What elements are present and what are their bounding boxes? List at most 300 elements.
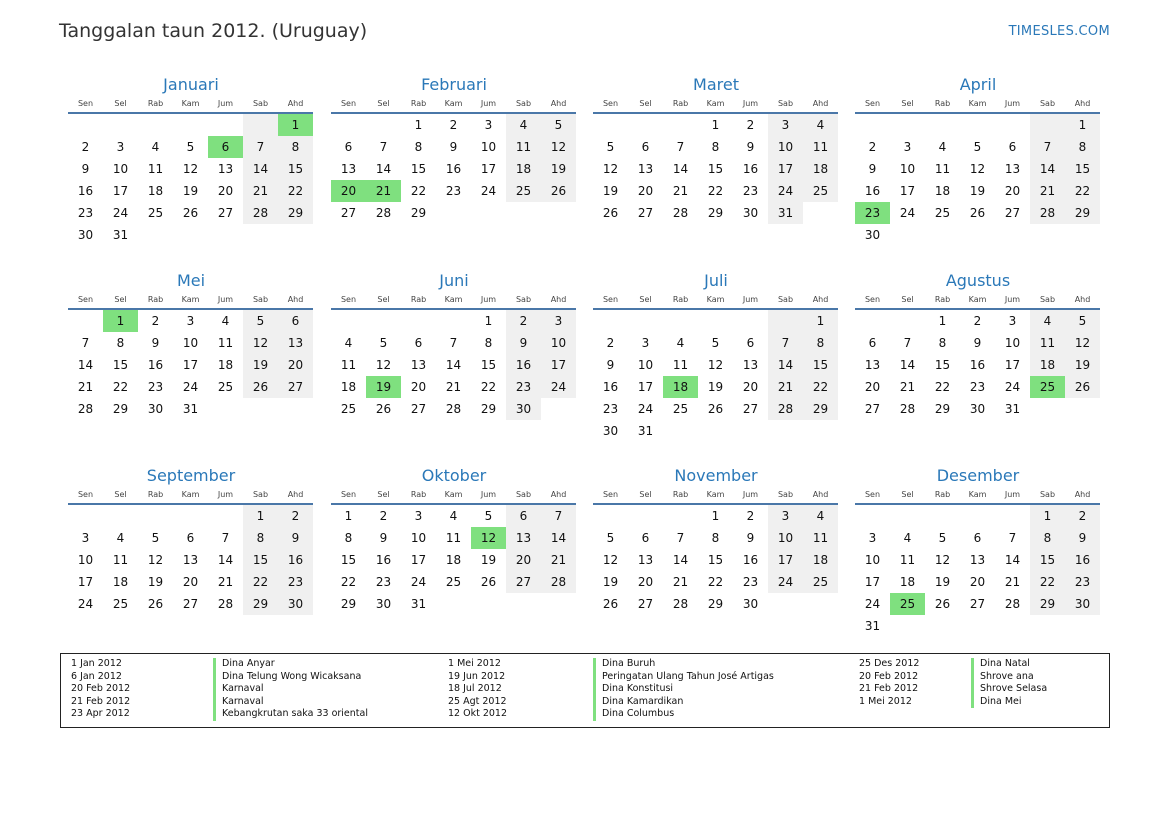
weekday-header	[855, 489, 1101, 503]
day-grid	[331, 114, 577, 224]
empty-cell	[278, 398, 313, 420]
day-cell: 13	[1004, 162, 1021, 176]
weekday-label: Sab	[515, 490, 532, 499]
weekday-label: Sel	[639, 490, 652, 499]
weekday-label: Sel	[114, 295, 127, 304]
day-cell: 29	[410, 206, 427, 220]
day-cell: 5	[711, 336, 720, 350]
day-cell: 18	[803, 158, 838, 180]
day-cell: 23	[375, 575, 392, 589]
empty-cell	[890, 224, 925, 246]
day-cell: 20	[278, 354, 313, 376]
day-cell: 29	[707, 597, 724, 611]
day-cell: 17	[768, 158, 803, 180]
day-cell: 12	[707, 358, 724, 372]
day-cell: 23	[969, 380, 986, 394]
empty-cell	[925, 505, 960, 527]
empty-cell	[925, 224, 960, 246]
day-cell: 7	[1030, 136, 1065, 158]
day-cell: 17	[768, 549, 803, 571]
weekday-label: Sab	[777, 295, 794, 304]
weekday-label: Jum	[480, 99, 497, 108]
day-cell: 21	[899, 380, 916, 394]
day-cell: 9	[81, 162, 90, 176]
day-cell: 27	[278, 376, 313, 398]
empty-cell	[593, 310, 628, 332]
day-cell: 10	[1004, 336, 1021, 350]
day-cell: 24	[768, 180, 803, 202]
weekday-label: Sel	[901, 295, 914, 304]
day-cell: 10	[864, 553, 881, 567]
day-grid	[68, 310, 314, 420]
empty-cell	[331, 310, 366, 332]
empty-cell	[855, 114, 890, 136]
weekday-label: Rab	[410, 295, 427, 304]
day-cell: 4	[151, 140, 160, 154]
weekday-label: Kam	[706, 99, 725, 108]
empty-cell	[173, 505, 208, 527]
empty-cell	[173, 224, 208, 246]
day-cell: 12	[602, 553, 619, 567]
day-cell: 23	[278, 571, 313, 593]
day-grid	[855, 310, 1101, 420]
empty-cell	[628, 114, 663, 136]
day-cell: 9	[1065, 527, 1100, 549]
day-cell: 12	[969, 162, 986, 176]
month-mei	[68, 270, 314, 420]
day-cell: 8	[711, 531, 720, 545]
day-cell: 9	[151, 336, 160, 350]
page-title: Tanggalan taun 2012. (Uruguay)	[59, 20, 368, 42]
day-cell: 1	[1065, 114, 1100, 136]
day-cell: 1	[711, 118, 720, 132]
month-name: Desember	[936, 466, 1020, 485]
day-cell: 12	[243, 332, 278, 354]
day-cell: 8	[344, 531, 353, 545]
day-cell: 20	[182, 575, 199, 589]
weekday-label: Rab	[672, 295, 689, 304]
day-cell: 20	[637, 575, 654, 589]
legend-holiday-name: Dina Columbus	[593, 708, 774, 721]
empty-cell	[663, 420, 698, 442]
weekday-label: Sel	[114, 490, 127, 499]
day-grid	[855, 505, 1101, 637]
weekday-label: Sen	[77, 295, 94, 304]
day-cell: 12	[471, 527, 506, 549]
day-cell: 13	[278, 332, 313, 354]
day-cell: 24	[541, 376, 576, 398]
day-cell: 8	[711, 140, 720, 154]
day-cell: 4	[676, 336, 685, 350]
empty-cell	[960, 615, 995, 637]
day-cell: 18	[147, 184, 164, 198]
day-cell: 16	[1065, 549, 1100, 571]
day-cell: 17	[77, 575, 94, 589]
empty-cell	[890, 310, 925, 332]
day-cell: 5	[606, 531, 615, 545]
weekday-header	[855, 98, 1101, 112]
day-cell: 17	[637, 380, 654, 394]
empty-cell	[593, 114, 628, 136]
empty-cell	[243, 114, 278, 136]
day-cell: 12	[147, 553, 164, 567]
empty-cell	[960, 505, 995, 527]
day-cell: 23	[742, 184, 759, 198]
weekday-header	[68, 294, 314, 308]
day-cell: 25	[340, 402, 357, 416]
weekday-label: Rab	[147, 99, 164, 108]
weekday-label: Sab	[777, 99, 794, 108]
weekday-label: Ahd	[1074, 295, 1091, 304]
empty-cell	[471, 593, 506, 615]
day-cell: 29	[278, 202, 313, 224]
day-cell: 25	[803, 571, 838, 593]
month-name: Maret	[693, 75, 739, 94]
day-cell: 22	[934, 380, 951, 394]
day-cell: 25	[1030, 376, 1065, 398]
day-cell: 25	[890, 593, 925, 615]
day-cell: 5	[1065, 310, 1100, 332]
day-cell: 19	[1065, 354, 1100, 376]
day-cell: 18	[445, 553, 462, 567]
empty-cell	[995, 505, 1030, 527]
day-cell: 28	[217, 597, 234, 611]
empty-cell	[541, 398, 576, 420]
day-cell: 11	[1030, 332, 1065, 354]
empty-cell	[366, 114, 401, 136]
empty-cell	[768, 310, 803, 332]
day-cell: 14	[1030, 158, 1065, 180]
empty-cell	[331, 114, 366, 136]
day-cell: 5	[938, 531, 947, 545]
day-cell: 13	[742, 358, 759, 372]
month-juli	[593, 270, 839, 442]
day-cell: 25	[445, 575, 462, 589]
day-cell: 27	[1004, 206, 1021, 220]
day-cell: 13	[864, 358, 881, 372]
weekday-header	[855, 294, 1101, 308]
empty-cell	[401, 310, 436, 332]
day-cell: 19	[243, 354, 278, 376]
empty-cell	[995, 114, 1030, 136]
month-name: Mei	[176, 271, 206, 290]
day-cell: 25	[112, 597, 129, 611]
weekday-label: Sen	[340, 99, 357, 108]
day-cell: 7	[449, 336, 458, 350]
day-cell: 21	[1030, 180, 1065, 202]
day-cell: 20	[864, 380, 881, 394]
legend-date: 1 Mei 2012	[859, 695, 912, 707]
day-cell: 29	[707, 206, 724, 220]
day-cell: 6	[641, 531, 650, 545]
day-cell: 27	[340, 206, 357, 220]
day-cell: 19	[147, 575, 164, 589]
empty-cell	[243, 398, 278, 420]
day-cell: 11	[803, 527, 838, 549]
day-cell: 17	[112, 184, 129, 198]
day-cell: 9	[973, 336, 982, 350]
day-cell: 13	[506, 527, 541, 549]
day-cell: 1	[103, 310, 138, 332]
day-cell: 2	[1065, 505, 1100, 527]
weekday-label: Rab	[410, 490, 427, 499]
day-cell: 16	[147, 358, 164, 372]
month-name: April	[959, 75, 997, 94]
empty-cell	[436, 593, 471, 615]
weekday-header	[331, 294, 577, 308]
day-cell: 2	[81, 140, 90, 154]
day-cell: 17	[864, 575, 881, 589]
day-cell: 21	[1004, 575, 1021, 589]
day-cell: 27	[969, 597, 986, 611]
day-cell: 15	[803, 354, 838, 376]
day-cell: 16	[375, 553, 392, 567]
weekday-header	[593, 294, 839, 308]
day-cell: 30	[506, 398, 541, 420]
day-cell: 21	[217, 575, 234, 589]
day-cell: 21	[366, 180, 401, 202]
day-cell: 5	[186, 140, 195, 154]
day-cell: 7	[903, 336, 912, 350]
day-cell: 16	[602, 380, 619, 394]
weekday-label: Sel	[639, 99, 652, 108]
day-cell: 10	[112, 162, 129, 176]
month-desember	[855, 465, 1101, 637]
day-cell: 3	[903, 140, 912, 154]
day-cell: 7	[221, 531, 230, 545]
day-cell: 11	[934, 162, 951, 176]
empty-cell	[243, 224, 278, 246]
day-cell: 16	[742, 162, 759, 176]
day-cell: 3	[484, 118, 493, 132]
day-cell: 15	[410, 162, 427, 176]
legend-dates-2	[448, 658, 507, 721]
day-cell: 15	[934, 358, 951, 372]
weekday-label: Sel	[377, 490, 390, 499]
day-cell: 22	[340, 575, 357, 589]
day-cell: 26	[147, 597, 164, 611]
month-april	[855, 74, 1101, 246]
day-cell: 19	[602, 575, 619, 589]
day-cell: 3	[414, 509, 423, 523]
day-cell: 29	[340, 597, 357, 611]
day-cell: 28	[672, 597, 689, 611]
weekday-label: Sab	[1039, 295, 1056, 304]
day-cell: 12	[1065, 332, 1100, 354]
day-cell: 26	[480, 575, 497, 589]
day-cell: 16	[445, 162, 462, 176]
day-cell: 2	[746, 118, 755, 132]
day-cell: 2	[506, 310, 541, 332]
day-cell: 17	[182, 358, 199, 372]
day-cell: 22	[480, 380, 497, 394]
month-januari	[68, 74, 314, 246]
empty-cell	[628, 310, 663, 332]
weekday-label: Rab	[672, 490, 689, 499]
day-cell: 22	[707, 575, 724, 589]
day-cell: 13	[217, 162, 234, 176]
day-cell: 6	[208, 136, 243, 158]
day-cell: 7	[676, 531, 685, 545]
weekday-label: Sel	[377, 295, 390, 304]
weekday-label: Sen	[864, 490, 881, 499]
weekday-label: Jum	[1004, 490, 1021, 499]
legend-holiday-name: Dina Kamardikan	[593, 696, 774, 709]
day-cell: 14	[672, 162, 689, 176]
day-cell: 8	[243, 527, 278, 549]
empty-cell	[663, 310, 698, 332]
day-cell: 28	[899, 402, 916, 416]
weekday-label: Kam	[444, 490, 463, 499]
day-cell: 5	[541, 114, 576, 136]
day-cell: 10	[77, 553, 94, 567]
month-name: September	[146, 466, 236, 485]
legend-holiday-name: Dina Buruh	[593, 658, 774, 671]
empty-cell	[803, 420, 838, 442]
weekday-label: Sen	[340, 295, 357, 304]
weekday-label: Rab	[934, 490, 951, 499]
day-cell: 4	[803, 114, 838, 136]
legend-date: 21 Feb 2012	[71, 695, 131, 707]
month-juni	[331, 270, 577, 420]
day-cell: 16	[506, 354, 541, 376]
day-cell: 15	[480, 358, 497, 372]
weekday-header	[593, 98, 839, 112]
day-cell: 11	[899, 553, 916, 567]
legend-date: 12 Okt 2012	[448, 708, 508, 719]
day-cell: 1	[278, 114, 313, 136]
day-cell: 7	[541, 505, 576, 527]
day-cell: 19	[707, 380, 724, 394]
day-cell: 13	[969, 553, 986, 567]
weekday-label: Sen	[602, 490, 619, 499]
day-cell: 22	[1065, 180, 1100, 202]
day-cell: 27	[864, 402, 881, 416]
day-cell: 28	[1004, 597, 1021, 611]
month-februari	[331, 74, 577, 224]
day-cell: 27	[637, 597, 654, 611]
weekday-label: Ahd	[550, 99, 567, 108]
empty-cell	[855, 505, 890, 527]
weekday-header	[331, 489, 577, 503]
day-grid	[593, 505, 839, 615]
day-cell: 7	[1008, 531, 1017, 545]
day-grid	[331, 310, 577, 420]
day-cell: 15	[1065, 158, 1100, 180]
weekday-label: Kam	[968, 295, 987, 304]
legend-holiday-name: Dina Natal	[971, 658, 1047, 671]
empty-cell	[506, 593, 541, 615]
day-cell: 22	[707, 184, 724, 198]
day-cell: 6	[186, 531, 195, 545]
day-cell: 27	[506, 571, 541, 593]
legend-date: 25 Agt 2012	[448, 695, 507, 707]
day-cell: 2	[973, 314, 982, 328]
weekday-label: Sab	[515, 99, 532, 108]
empty-cell	[733, 310, 768, 332]
day-cell: 3	[186, 314, 195, 328]
weekday-label: Jum	[217, 295, 234, 304]
day-cell: 28	[541, 571, 576, 593]
weekday-label: Sen	[340, 490, 357, 499]
empty-cell	[278, 224, 313, 246]
day-cell: 9	[449, 140, 458, 154]
day-cell: 4	[344, 336, 353, 350]
weekday-label: Sab	[515, 295, 532, 304]
day-cell: 27	[742, 402, 759, 416]
weekday-header	[593, 489, 839, 503]
weekday-label: Sel	[114, 99, 127, 108]
day-cell: 28	[768, 398, 803, 420]
day-cell: 28	[375, 206, 392, 220]
day-cell: 11	[445, 531, 462, 545]
legend-holiday-name: Shrove Selasa	[971, 683, 1047, 696]
site-link[interactable]: TIMESLES.COM	[1008, 24, 1110, 39]
weekday-label: Kam	[181, 490, 200, 499]
day-cell: 27	[410, 402, 427, 416]
legend-date: 20 Feb 2012	[71, 683, 131, 694]
day-cell: 12	[541, 136, 576, 158]
day-cell: 11	[112, 553, 129, 567]
day-cell: 5	[606, 140, 615, 154]
day-cell: 5	[151, 531, 160, 545]
day-cell: 31	[768, 202, 803, 224]
legend-holiday-name: Peringatan Ulang Tahun José Artigas	[593, 671, 774, 684]
day-cell: 3	[768, 114, 803, 136]
day-cell: 25	[506, 180, 541, 202]
day-cell: 10	[637, 358, 654, 372]
day-cell: 26	[541, 180, 576, 202]
month-september	[68, 465, 314, 615]
day-cell: 26	[969, 206, 986, 220]
day-cell: 6	[746, 336, 755, 350]
empty-cell	[1030, 114, 1065, 136]
day-cell: 21	[243, 180, 278, 202]
day-cell: 6	[344, 140, 353, 154]
day-cell: 3	[1008, 314, 1017, 328]
empty-cell	[436, 310, 471, 332]
day-cell: 24	[768, 571, 803, 593]
day-cell: 8	[414, 140, 423, 154]
legend-date: 6 Jan 2012	[71, 670, 122, 682]
day-cell: 18	[899, 575, 916, 589]
month-name: Agustus	[945, 271, 1011, 290]
day-cell: 26	[602, 206, 619, 220]
day-cell: 22	[410, 184, 427, 198]
empty-cell	[960, 224, 995, 246]
day-cell: 29	[1030, 593, 1065, 615]
day-cell: 21	[672, 575, 689, 589]
day-cell: 8	[484, 336, 493, 350]
day-cell: 20	[331, 180, 366, 202]
day-cell: 26	[707, 402, 724, 416]
month-name: November	[674, 466, 758, 485]
weekday-label: Sel	[901, 490, 914, 499]
day-cell: 10	[480, 140, 497, 154]
day-cell: 5	[243, 310, 278, 332]
day-cell: 23	[77, 206, 94, 220]
day-cell: 18	[506, 158, 541, 180]
day-cell: 15	[707, 553, 724, 567]
day-cell: 20	[969, 575, 986, 589]
empty-cell	[663, 505, 698, 527]
day-cell: 18	[1030, 354, 1065, 376]
month-name: Januari	[163, 75, 219, 94]
day-cell: 30	[278, 593, 313, 615]
day-cell: 20	[217, 184, 234, 198]
weekday-label: Sab	[1039, 99, 1056, 108]
legend-names-1	[213, 658, 368, 721]
